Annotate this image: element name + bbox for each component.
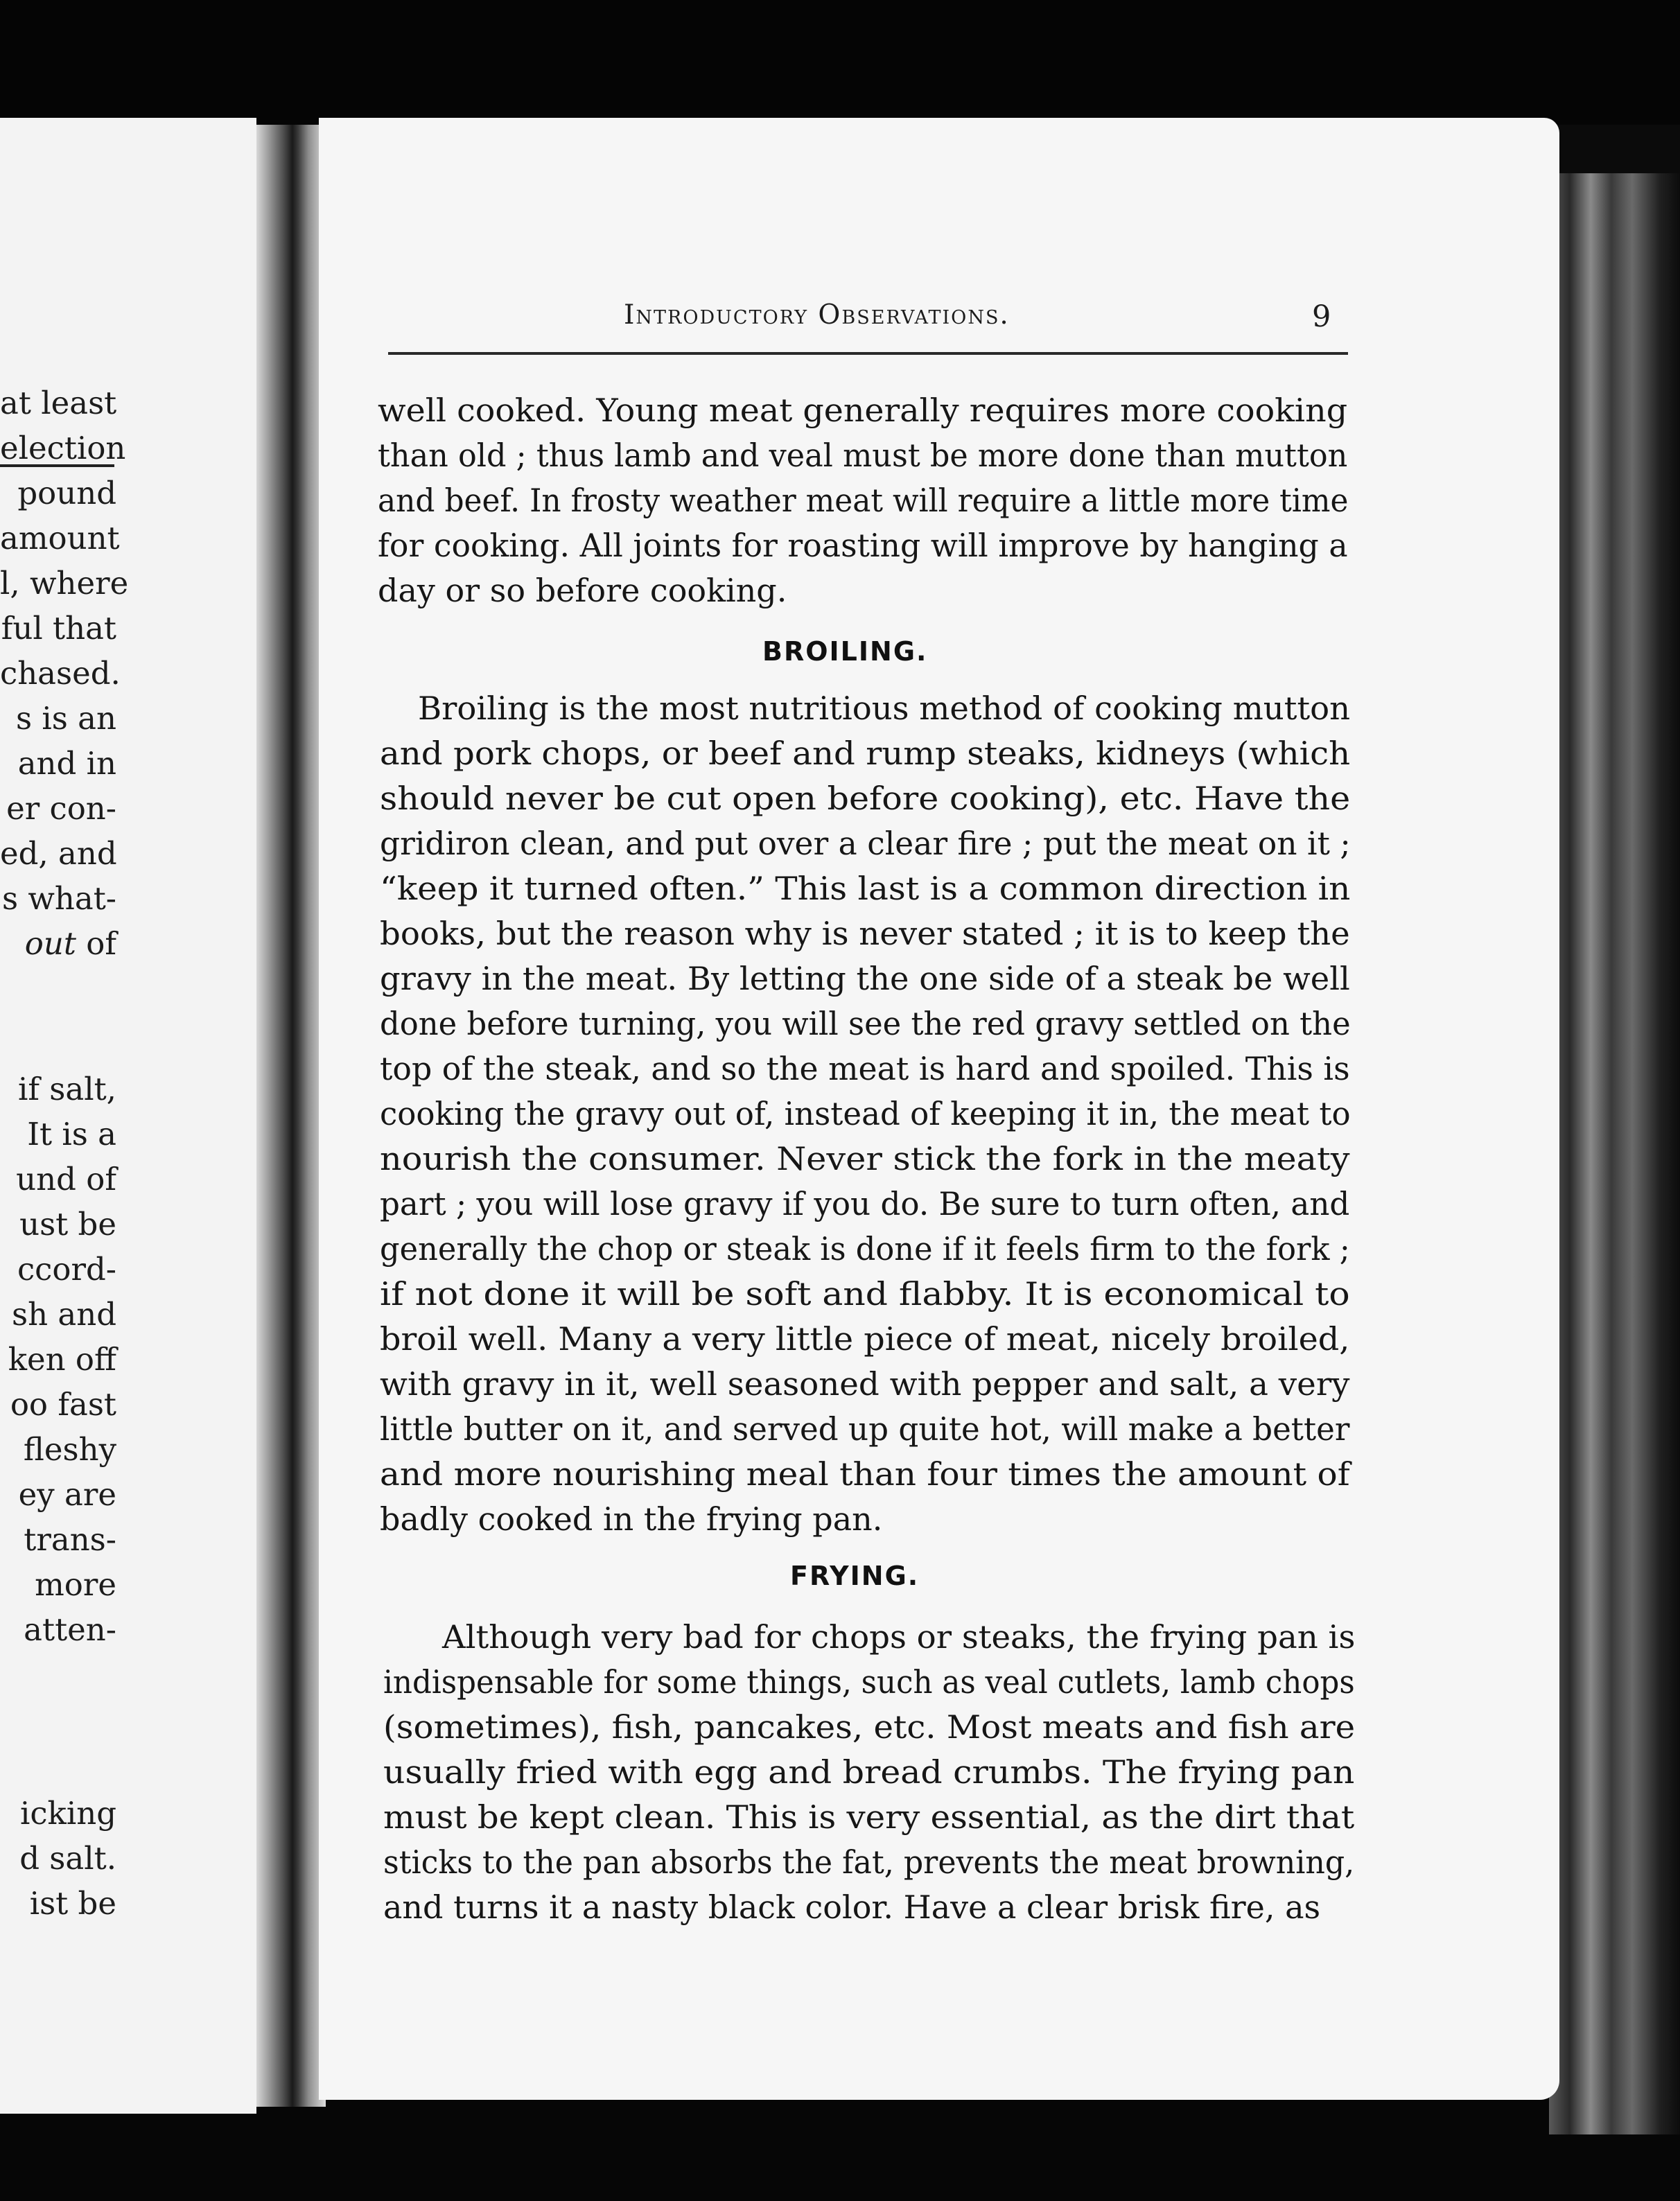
broiling-text-line: if not done it will be soft and flabby. It is economical to bbox=[380, 1275, 1350, 1313]
frying-text-line: indispensable for some things, such as veal cutlets, lamb chops bbox=[383, 1663, 1355, 1701]
running-head-text: Introductory Observations. bbox=[624, 299, 1010, 331]
broiling-text-line: badly cooked in the frying pan. bbox=[380, 1500, 883, 1538]
book-gutter bbox=[256, 125, 326, 2107]
broiling-text-line: should never be cut open before cooking), etc. Have the bbox=[380, 780, 1351, 817]
broiling-text-line: top of the steak, and so the meat is hard and spoiled. This is bbox=[380, 1050, 1350, 1087]
broiling-text-line: Broiling is the most nutritious method of cooking mutton bbox=[418, 690, 1351, 727]
broiling-text-line: and pork chops, or beef and rump steaks, kidneys (which bbox=[380, 735, 1351, 772]
broiling-text-line: part ; you will lose gravy if you do. Be sure to turn often, and bbox=[380, 1185, 1350, 1222]
broiling-text-line: broil well. Many a very little piece of meat, nicely broiled, bbox=[380, 1320, 1350, 1358]
page-fore-edge bbox=[1549, 173, 1680, 2134]
left-page-fragment: trans- bbox=[24, 1521, 116, 1558]
left-page-fragment: It is a bbox=[27, 1116, 116, 1152]
left-page-fragment: out of bbox=[24, 925, 116, 962]
body-text-line: day or so before cooking. bbox=[378, 572, 787, 609]
left-page-fragment: ey are bbox=[18, 1476, 116, 1513]
left-page-fragment: amount bbox=[0, 520, 120, 556]
frying-text-line: sticks to the pan absorbs the fat, prevents the meat browning, bbox=[383, 1843, 1355, 1881]
frying-text-line: Although very bad for chops or steaks, the frying pan is bbox=[442, 1618, 1356, 1656]
broiling-text-line: gravy in the meat. By letting the one side of a steak be well bbox=[380, 960, 1350, 997]
frying-text-line: (sometimes), fish, pancakes, etc. Most meats and fish are bbox=[383, 1708, 1356, 1746]
broiling-text-line: books, but the reason why is never stated ; it is to keep the bbox=[380, 915, 1350, 952]
broiling-heading: BROILING. bbox=[762, 636, 928, 667]
body-text-line: well cooked. Young meat generally requires more cooking bbox=[378, 392, 1348, 429]
left-page-fragment: at least bbox=[0, 385, 117, 421]
broiling-text-line: done before turning, you will see the red gravy settled on the bbox=[380, 1005, 1351, 1042]
body-text-line: and beef. In frosty weather meat will require a little more time bbox=[378, 482, 1349, 519]
frying-text-line: usually fried with egg and bread crumbs. The frying pan bbox=[383, 1753, 1355, 1791]
page-number: 9 bbox=[1312, 299, 1331, 334]
left-page-fragment: pound bbox=[17, 475, 116, 511]
broiling-text-line: gridiron clean, and put over a clear fire ; put the meat on it ; bbox=[380, 825, 1351, 862]
left-page-fragment: election bbox=[0, 430, 126, 466]
left-page-fragment: ful that bbox=[1, 610, 116, 647]
left-page-fragment: s what- bbox=[1, 880, 116, 917]
left-page-fragment: chased. bbox=[0, 655, 121, 692]
left-page-fragment: ust be bbox=[19, 1206, 116, 1243]
frying-text-line: must be kept clean. This is very essential, as the dirt that bbox=[383, 1798, 1355, 1836]
left-page-fragment: und of bbox=[16, 1161, 116, 1198]
frying-text-line: and turns it a nasty black color. Have a clear brisk fire, as bbox=[383, 1888, 1321, 1926]
left-page-fragment: atten- bbox=[24, 1611, 116, 1648]
left-page-fragment: ken off bbox=[8, 1341, 116, 1378]
left-page-fragment: er con- bbox=[6, 790, 116, 827]
broiling-text-line: nourish the consumer. Never stick the fork in the meaty bbox=[380, 1140, 1350, 1177]
left-page-fragment: sh and bbox=[12, 1296, 116, 1333]
left-page-fragment: l, where bbox=[0, 565, 129, 602]
broiling-text-line: and more nourishing meal than four times the amount of bbox=[380, 1455, 1350, 1493]
left-page-fragment: icking bbox=[19, 1795, 116, 1832]
broiling-text-line: generally the chop or steak is done if it feels firm to the fork ; bbox=[380, 1230, 1350, 1268]
book-cover-top bbox=[0, 0, 1680, 125]
left-page-fragment: oo fast bbox=[10, 1386, 116, 1423]
header-rule bbox=[388, 352, 1348, 355]
left-page-fragment: if salt, bbox=[17, 1071, 116, 1107]
broiling-text-line: little butter on it, and served up quite hot, will make a better bbox=[380, 1410, 1350, 1448]
left-page-fragment: fleshy bbox=[23, 1431, 116, 1468]
left-page-fragment: ist be bbox=[29, 1885, 116, 1922]
left-page-fragment: ccord- bbox=[17, 1251, 116, 1288]
broiling-text-line: cooking the gravy out of, instead of keeping it in, the meat to bbox=[380, 1095, 1351, 1132]
left-page-fragment: s is an bbox=[16, 700, 116, 737]
frying-heading: FRYING. bbox=[790, 1561, 920, 1591]
left-page-fragment: more bbox=[35, 1566, 116, 1603]
broiling-text-line: “keep it turned often.” This last is a common direction in bbox=[380, 870, 1351, 907]
body-text-line: than old ; thus lamb and veal must be more done than mutton bbox=[378, 437, 1348, 474]
body-text-line: for cooking. All joints for roasting will improve by hanging a bbox=[378, 527, 1348, 564]
left-page-fragment: ed, and bbox=[0, 835, 117, 872]
left-page-fragment: and in bbox=[17, 745, 116, 782]
running-head bbox=[624, 299, 1010, 331]
left-page-fragment: d salt. bbox=[19, 1840, 116, 1877]
broiling-text-line: with gravy in it, well seasoned with pepper and salt, a very bbox=[380, 1365, 1350, 1403]
